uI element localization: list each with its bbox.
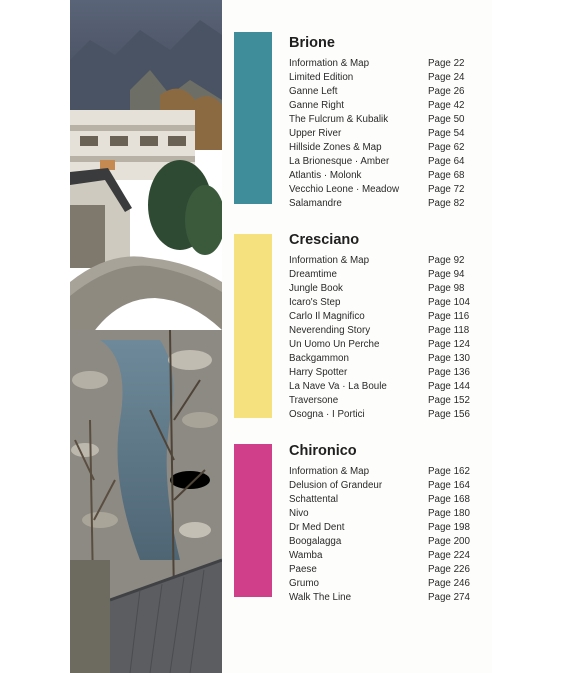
entry-title: La Nave Va · La Boule bbox=[289, 381, 387, 392]
contents-entry bbox=[289, 85, 489, 99]
entry-page-number: Page 168 bbox=[428, 494, 470, 505]
contents-entry bbox=[289, 197, 489, 211]
entry-title: Ganne Right bbox=[289, 100, 345, 111]
section-color-bar bbox=[234, 234, 272, 418]
entry-page-number: Page 26 bbox=[428, 86, 465, 97]
entry-page-number: Page 98 bbox=[428, 283, 465, 294]
entry-title: Information & Map bbox=[289, 255, 370, 266]
entry-page-number: Page 24 bbox=[428, 72, 465, 83]
contents-entry bbox=[289, 535, 489, 549]
entry-title: La Brionesque · Amber bbox=[289, 156, 390, 167]
entry-title: Nivo bbox=[289, 508, 309, 519]
entry-page-number: Page 92 bbox=[428, 255, 465, 266]
entry-list bbox=[289, 254, 489, 422]
contents-entry bbox=[289, 366, 489, 380]
entry-page-number: Page 62 bbox=[428, 142, 465, 153]
entry-list bbox=[289, 57, 489, 211]
entry-title: Boogalagga bbox=[289, 536, 342, 547]
entry-page-number: Page 198 bbox=[428, 522, 470, 533]
section-title: Cresciano bbox=[289, 232, 360, 248]
section-color-bar bbox=[234, 444, 272, 597]
entry-page-number: Page 54 bbox=[428, 128, 465, 139]
entry-list bbox=[289, 465, 489, 605]
section-title: Chironico bbox=[289, 443, 357, 459]
entry-title: Information & Map bbox=[289, 466, 370, 477]
entry-title: Limited Edition bbox=[289, 72, 354, 83]
contents-entry bbox=[289, 57, 489, 71]
entry-page-number: Page 68 bbox=[428, 170, 465, 181]
section-color-bar bbox=[234, 32, 272, 204]
contents-entry bbox=[289, 113, 489, 127]
entry-page-number: Page 274 bbox=[428, 592, 470, 603]
entry-page-number: Page 164 bbox=[428, 480, 470, 491]
contents-entry bbox=[289, 408, 489, 422]
entry-title: Dr Med Dent bbox=[289, 522, 345, 533]
section-title: Brione bbox=[289, 35, 335, 51]
contents-entry bbox=[289, 493, 489, 507]
entry-page-number: Page 116 bbox=[428, 311, 470, 322]
contents-entry bbox=[289, 141, 489, 155]
contents-entry bbox=[289, 507, 489, 521]
entry-title: Carlo Il Magnifico bbox=[289, 311, 365, 322]
entry-title: Backgammon bbox=[289, 353, 349, 364]
entry-title: Salamandre bbox=[289, 198, 342, 209]
entry-page-number: Page 22 bbox=[428, 58, 465, 69]
entry-title: Walk The Line bbox=[289, 592, 352, 603]
entry-title: Jungle Book bbox=[289, 283, 343, 294]
contents-entry bbox=[289, 310, 489, 324]
entry-page-number: Page 42 bbox=[428, 100, 465, 111]
entry-title: Delusion of Grandeur bbox=[289, 480, 383, 491]
entry-page-number: Page 72 bbox=[428, 184, 465, 195]
contents-entry bbox=[289, 338, 489, 352]
contents-entry bbox=[289, 71, 489, 85]
entry-page-number: Page 130 bbox=[428, 353, 470, 364]
entry-page-number: Page 200 bbox=[428, 536, 470, 547]
entry-page-number: Page 180 bbox=[428, 508, 470, 519]
entry-title: Ganne Left bbox=[289, 86, 338, 97]
entry-page-number: Page 118 bbox=[428, 325, 470, 336]
entry-page-number: Page 246 bbox=[428, 578, 470, 589]
section-brione bbox=[234, 35, 494, 210]
contents-entry bbox=[289, 352, 489, 366]
contents-entry bbox=[289, 183, 489, 197]
entry-title: Traversone bbox=[289, 395, 339, 406]
entry-page-number: Page 156 bbox=[428, 409, 470, 420]
entry-title: Schattental bbox=[289, 494, 339, 505]
section-cresciano bbox=[234, 232, 494, 422]
entry-page-number: Page 82 bbox=[428, 198, 465, 209]
contents-entry bbox=[289, 99, 489, 113]
entry-title: Harry Spotter bbox=[289, 367, 348, 378]
contents-entry bbox=[289, 479, 489, 493]
entry-title: Grumo bbox=[289, 578, 319, 589]
entry-page-number: Page 152 bbox=[428, 395, 470, 406]
contents-entry bbox=[289, 254, 489, 268]
entry-title: Osogna · I Portici bbox=[289, 409, 365, 420]
contents-entry bbox=[289, 127, 489, 141]
entry-title: Un Uomo Un Perche bbox=[289, 339, 380, 350]
entry-title: The Fulcrum & Kubalik bbox=[289, 114, 389, 125]
contents-entry bbox=[289, 563, 489, 577]
contents-entry bbox=[289, 380, 489, 394]
entry-title: Information & Map bbox=[289, 58, 370, 69]
entry-title: Upper River bbox=[289, 128, 342, 139]
entry-page-number: Page 144 bbox=[428, 381, 470, 392]
entry-page-number: Page 224 bbox=[428, 550, 470, 561]
entry-title: Icaro's Step bbox=[289, 297, 341, 308]
entry-page-number: Page 136 bbox=[428, 367, 470, 378]
entry-title: Dreamtime bbox=[289, 269, 337, 280]
contents-entry bbox=[289, 521, 489, 535]
entry-title: Vecchio Leone · Meadow bbox=[289, 184, 400, 195]
contents-entry bbox=[289, 591, 489, 605]
entry-title: Wamba bbox=[289, 550, 323, 561]
section-chironico bbox=[234, 443, 494, 603]
contents-entry bbox=[289, 268, 489, 282]
entry-page-number: Page 162 bbox=[428, 466, 470, 477]
entry-page-number: Page 50 bbox=[428, 114, 465, 125]
cover-photo bbox=[70, 0, 222, 673]
entry-page-number: Page 226 bbox=[428, 564, 470, 575]
entry-title: Hillside Zones & Map bbox=[289, 142, 382, 153]
entry-title: Paese bbox=[289, 564, 317, 575]
contents-entry bbox=[289, 394, 489, 408]
contents-entry bbox=[289, 296, 489, 310]
contents-entry bbox=[289, 324, 489, 338]
bridge-river-photo bbox=[70, 0, 222, 673]
contents-entry bbox=[289, 577, 489, 591]
contents-entry bbox=[289, 169, 489, 183]
entry-title: Atlantis · Molonk bbox=[289, 170, 362, 181]
contents-entry bbox=[289, 155, 489, 169]
entry-page-number: Page 64 bbox=[428, 156, 465, 167]
entry-page-number: Page 104 bbox=[428, 297, 470, 308]
contents-entry bbox=[289, 549, 489, 563]
contents-entry bbox=[289, 465, 489, 479]
contents-entry bbox=[289, 282, 489, 296]
entry-title: Neverending Story bbox=[289, 325, 371, 336]
entry-page-number: Page 94 bbox=[428, 269, 465, 280]
entry-page-number: Page 124 bbox=[428, 339, 470, 350]
